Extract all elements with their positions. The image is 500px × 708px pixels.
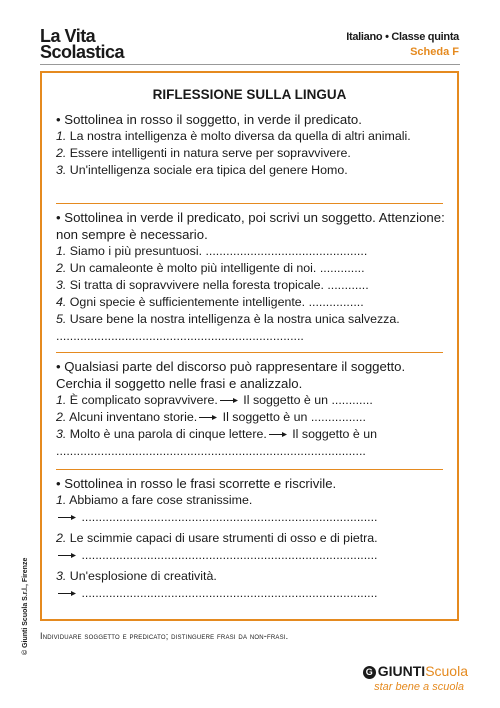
sheet-label: Scheda F (410, 46, 459, 58)
list-item: 2. Le scimmie capaci di usare strumenti di osso e di pietra. (56, 531, 378, 545)
publisher-tagline: star bene a scuola (374, 681, 464, 693)
answer-line: ...................................................................................... (56, 547, 447, 564)
exercise-4 (56, 475, 447, 602)
list-item: 2. Essere intelligenti in natura serve per sopravvivere. (56, 146, 351, 160)
worksheet-title: RIFLESSIONE SULLA LINGUA (152, 87, 347, 102)
list-item: 1. Abbiamo a fare cose stranissime. (56, 493, 253, 507)
copyright-notice: © Giunti Scuola S.r.l., Firenze (22, 557, 29, 655)
worksheet-box (40, 71, 459, 621)
answer-line: ...................................................................................... (56, 509, 447, 526)
section-divider (56, 352, 443, 353)
exercise-4-instruction: • Sottolinea in rosso le frasi scorrette e riscrivile. (56, 476, 337, 491)
arrow-right-icon (58, 552, 76, 559)
list-item: 1. È complicato sopravvivere. Il soggetto è un ............ (56, 393, 373, 407)
list-item: 2. Alcuni inventano storie. Il soggetto è un ................ (56, 410, 366, 424)
logo-line1: La Vita (40, 26, 96, 46)
exercise-2-instruction: • Sottolinea in verde il predicato, poi scrivi un soggetto. Attenzione: non sempre è necessario. (56, 210, 445, 242)
list-item: 3. Un'intelligenza sociale era tipica del genere Homo. (56, 163, 348, 177)
exercise-3 (56, 358, 447, 460)
list-item: 1. Siamo i più presuntuosi. ............................................... (56, 244, 368, 258)
arrow-right-icon (220, 397, 238, 404)
subject-label: Italiano • Classe quinta (346, 31, 459, 43)
list-item: 3. Un'esplosione di creatività. (56, 569, 217, 583)
list-item: 3. Si tratta di sopravvivere nella foresta tropicale. ............ (56, 278, 369, 292)
arrow-right-icon (199, 414, 217, 421)
answer-line: ...................................................................................... (56, 585, 447, 602)
giunti-g-icon: G (363, 666, 376, 679)
section-divider (56, 203, 443, 204)
exercise-1 (56, 111, 447, 179)
list-item: 2. Un camaleonte è molto più intelligente di noi. ............. (56, 261, 365, 275)
publisher-logo: G GIUNTIScuola (363, 663, 468, 679)
arrow-right-icon (58, 590, 76, 597)
list-item: 1. La nostra intelligenza è molto diversa da quella di altri animali. (56, 129, 411, 143)
exercise-2 (56, 209, 447, 345)
list-item: 4. Ogni specie è sufficientemente intelligente. ................ (56, 295, 364, 309)
exercise-3-instruction: • Qualsiasi parte del discorso può rappresentare il soggetto. Cerchia il soggetto nelle frasi e analizzalo. (56, 359, 406, 391)
footer-note: Individuare soggetto e predicato; distinguere frasi da non-frasi. (40, 631, 289, 641)
list-item: 3. Molto è una parola di cinque lettere. Il soggetto è un .......................................................................................... (56, 427, 377, 458)
arrow-right-icon (269, 431, 287, 438)
section-divider (56, 469, 443, 470)
exercise-1-instruction: • Sottolinea in rosso il soggetto, in verde il predicato. (56, 112, 362, 127)
arrow-right-icon (58, 514, 76, 521)
logo-line2: Scolastica (40, 42, 125, 62)
list-item: 5. Usare bene la nostra intelligenza è la nostra unica salvezza. ........................................................................ (56, 312, 400, 343)
header-divider (40, 64, 460, 65)
magazine-logo (40, 28, 124, 60)
